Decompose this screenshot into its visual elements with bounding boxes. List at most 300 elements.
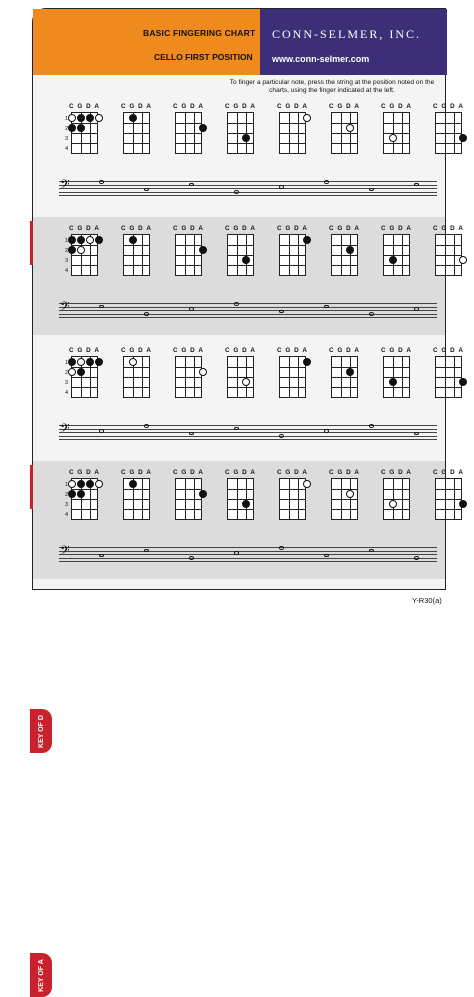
finger-position-dot bbox=[129, 114, 137, 122]
string-label: G bbox=[285, 347, 291, 354]
fret-line bbox=[384, 499, 409, 500]
string-label: C bbox=[69, 103, 74, 110]
fingering-diagram bbox=[167, 103, 207, 163]
string-label: C bbox=[173, 225, 178, 232]
fret-line bbox=[280, 143, 305, 144]
string-label: G bbox=[441, 347, 447, 354]
fret-line bbox=[436, 489, 461, 490]
string-label: C bbox=[173, 347, 178, 354]
finger-position-dot bbox=[303, 236, 311, 244]
string-label: D bbox=[242, 103, 247, 110]
key-section bbox=[33, 95, 463, 213]
fingering-diagram bbox=[323, 225, 363, 285]
fret-line bbox=[72, 265, 97, 266]
fret-line bbox=[228, 387, 253, 388]
string-labels bbox=[277, 225, 307, 232]
finger-number: 3 bbox=[64, 258, 68, 264]
fret-line bbox=[124, 133, 149, 134]
finger-position-dot bbox=[346, 124, 354, 132]
finger-position-dot bbox=[129, 358, 137, 366]
string-label: A bbox=[406, 225, 411, 232]
string-label: D bbox=[190, 347, 195, 354]
finger-position-dot bbox=[77, 368, 85, 376]
fingering-diagram bbox=[375, 347, 415, 407]
finger-position-dot bbox=[303, 480, 311, 488]
fingerboard-grid bbox=[279, 356, 306, 398]
string-label: A bbox=[354, 103, 359, 110]
staff-note bbox=[144, 424, 149, 428]
string-labels bbox=[69, 225, 99, 232]
staff-note bbox=[234, 302, 239, 306]
fret-line bbox=[228, 489, 253, 490]
string-label: D bbox=[450, 103, 455, 110]
staff-line bbox=[59, 192, 437, 193]
staff-line bbox=[59, 547, 437, 548]
fret-line bbox=[72, 509, 97, 510]
fingering-diagram bbox=[63, 469, 103, 529]
staff-note bbox=[324, 180, 329, 184]
string-label: A bbox=[198, 347, 203, 354]
string-label: A bbox=[302, 225, 307, 232]
string-label: D bbox=[242, 347, 247, 354]
string-labels bbox=[121, 103, 151, 110]
string-labels bbox=[329, 469, 359, 476]
fret-line bbox=[176, 367, 201, 368]
staff-line bbox=[59, 195, 437, 196]
string-label: D bbox=[138, 469, 143, 476]
fingerboard-grid bbox=[435, 478, 462, 520]
string-label: D bbox=[398, 225, 403, 232]
string-label: G bbox=[77, 347, 83, 354]
string-labels bbox=[225, 225, 255, 232]
fret-line bbox=[384, 265, 409, 266]
staff-note bbox=[99, 305, 104, 309]
string-label: A bbox=[94, 347, 99, 354]
finger-position-dot bbox=[303, 114, 311, 122]
finger-position-dot bbox=[77, 246, 85, 254]
finger-number: 4 bbox=[64, 146, 68, 152]
chart-subtitle: CELLO FIRST POSITION bbox=[154, 52, 253, 62]
fret-line bbox=[280, 245, 305, 246]
string-label: D bbox=[294, 469, 299, 476]
string-label: C bbox=[173, 103, 178, 110]
string-label: C bbox=[277, 225, 282, 232]
string-label: C bbox=[69, 469, 74, 476]
fret-line bbox=[332, 377, 357, 378]
string-label: C bbox=[277, 103, 282, 110]
fret-line bbox=[72, 499, 97, 500]
string-label: C bbox=[225, 225, 230, 232]
string-label: A bbox=[458, 103, 463, 110]
finger-position-dot bbox=[86, 236, 94, 244]
finger-position-dot bbox=[68, 246, 76, 254]
fret-line bbox=[436, 265, 461, 266]
fingering-diagram bbox=[427, 103, 467, 163]
fret-line bbox=[228, 133, 253, 134]
string-label: C bbox=[121, 347, 126, 354]
string-label: G bbox=[181, 225, 187, 232]
finger-position-dot bbox=[242, 500, 250, 508]
fret-line bbox=[384, 489, 409, 490]
fret-line bbox=[72, 387, 97, 388]
staff-line bbox=[59, 314, 437, 315]
fret-line bbox=[280, 387, 305, 388]
fret-line bbox=[72, 255, 97, 256]
string-label: G bbox=[181, 347, 187, 354]
string-label: D bbox=[398, 469, 403, 476]
finger-number: 3 bbox=[64, 502, 68, 508]
string-label: C bbox=[381, 225, 386, 232]
string-label: G bbox=[337, 225, 343, 232]
finger-number: 3 bbox=[64, 380, 68, 386]
fret-line bbox=[176, 123, 201, 124]
fingerboard-grid bbox=[331, 478, 358, 520]
fret-line bbox=[384, 245, 409, 246]
finger-position-dot bbox=[199, 368, 207, 376]
fingerboard-grid bbox=[435, 356, 462, 398]
fret-line bbox=[228, 509, 253, 510]
string-label: G bbox=[129, 225, 135, 232]
staff-line bbox=[59, 436, 437, 437]
string-labels bbox=[69, 469, 99, 476]
fret-line bbox=[332, 367, 357, 368]
fret-line bbox=[332, 509, 357, 510]
fret-line bbox=[436, 255, 461, 256]
fingerboard-grid bbox=[331, 112, 358, 154]
string-label: D bbox=[138, 103, 143, 110]
string-label: D bbox=[450, 469, 455, 476]
fret-line bbox=[436, 367, 461, 368]
finger-number: 4 bbox=[64, 268, 68, 274]
finger-number: 2 bbox=[64, 492, 68, 498]
key-tab-label: KEY OF A bbox=[37, 958, 45, 992]
finger-number: 2 bbox=[64, 370, 68, 376]
string-label: C bbox=[225, 103, 230, 110]
string-labels bbox=[173, 347, 203, 354]
staff-line bbox=[59, 188, 437, 189]
string-labels bbox=[225, 469, 255, 476]
fingering-diagram bbox=[427, 347, 467, 407]
fingering-diagram bbox=[219, 347, 259, 407]
string-label: C bbox=[121, 103, 126, 110]
string-label: D bbox=[450, 225, 455, 232]
staff-note bbox=[369, 188, 374, 192]
string-label: A bbox=[250, 103, 255, 110]
fingerboard-grid bbox=[383, 356, 410, 398]
string-label: A bbox=[250, 469, 255, 476]
string-label: A bbox=[302, 103, 307, 110]
fingerboard-grid bbox=[175, 478, 202, 520]
string-label: A bbox=[146, 469, 151, 476]
fingering-diagram bbox=[115, 225, 155, 285]
string-label: A bbox=[406, 347, 411, 354]
fingering-diagram bbox=[323, 347, 363, 407]
fret-line bbox=[280, 489, 305, 490]
string-label: A bbox=[146, 225, 151, 232]
string-label: D bbox=[346, 225, 351, 232]
fret-line bbox=[384, 133, 409, 134]
string-label: A bbox=[302, 347, 307, 354]
string-label: A bbox=[146, 103, 151, 110]
finger-position-dot bbox=[129, 236, 137, 244]
string-label: C bbox=[329, 103, 334, 110]
fret-line bbox=[384, 377, 409, 378]
fret-line bbox=[176, 133, 201, 134]
string-label: G bbox=[441, 103, 447, 110]
string-label: D bbox=[294, 103, 299, 110]
finger-position-dot bbox=[459, 134, 467, 142]
fret-line bbox=[436, 245, 461, 246]
staff-note bbox=[99, 429, 104, 433]
string-labels bbox=[121, 469, 151, 476]
header bbox=[33, 9, 445, 75]
fingerboard-grid bbox=[383, 478, 410, 520]
string-label: D bbox=[190, 103, 195, 110]
fret-line bbox=[72, 143, 97, 144]
fingerboard-grid bbox=[227, 234, 254, 276]
fret-line bbox=[72, 367, 97, 368]
fingerboard-grid bbox=[279, 234, 306, 276]
string-labels bbox=[173, 103, 203, 110]
fret-line bbox=[436, 133, 461, 134]
finger-number: 2 bbox=[64, 248, 68, 254]
staff-note bbox=[234, 427, 239, 431]
finger-position-dot bbox=[68, 368, 76, 376]
staff-note bbox=[144, 549, 149, 553]
string-label: D bbox=[86, 469, 91, 476]
string-label: G bbox=[389, 347, 395, 354]
finger-position-dot bbox=[459, 500, 467, 508]
fingering-diagram bbox=[323, 469, 363, 529]
string-label: A bbox=[354, 225, 359, 232]
string-labels bbox=[121, 225, 151, 232]
fret-line bbox=[280, 377, 305, 378]
fret-line bbox=[124, 489, 149, 490]
string-label: A bbox=[250, 225, 255, 232]
fingerboard-grid bbox=[435, 112, 462, 154]
fret-line bbox=[228, 143, 253, 144]
string-label: G bbox=[441, 469, 447, 476]
string-label: D bbox=[346, 103, 351, 110]
finger-position-dot bbox=[389, 500, 397, 508]
fret-line bbox=[436, 387, 461, 388]
finger-position-dot bbox=[77, 358, 85, 366]
finger-number: 1 bbox=[64, 238, 68, 244]
fret-line bbox=[332, 123, 357, 124]
staff-line bbox=[59, 432, 437, 433]
string-label: C bbox=[381, 469, 386, 476]
string-labels bbox=[381, 469, 411, 476]
string-labels bbox=[329, 347, 359, 354]
fingering-diagram bbox=[219, 103, 259, 163]
string-label: G bbox=[389, 225, 395, 232]
fret-line bbox=[176, 387, 201, 388]
fingerboard-grid bbox=[123, 234, 150, 276]
finger-position-dot bbox=[459, 256, 467, 264]
fingering-diagram bbox=[115, 347, 155, 407]
staff-line bbox=[59, 310, 437, 311]
fret-line bbox=[436, 509, 461, 510]
staff-note bbox=[324, 554, 329, 558]
string-label: A bbox=[198, 225, 203, 232]
string-label: A bbox=[94, 469, 99, 476]
string-label: A bbox=[354, 347, 359, 354]
fingering-diagram bbox=[271, 103, 311, 163]
string-label: D bbox=[86, 225, 91, 232]
staff-line bbox=[59, 558, 437, 559]
music-staff bbox=[59, 421, 437, 439]
company-url[interactable]: www.conn-selmer.com bbox=[272, 54, 370, 64]
finger-position-dot bbox=[346, 368, 354, 376]
music-staff bbox=[59, 299, 437, 317]
string-labels bbox=[225, 103, 255, 110]
string-label: A bbox=[458, 347, 463, 354]
string-label: G bbox=[129, 347, 135, 354]
finger-position-dot bbox=[68, 490, 76, 498]
string-label: A bbox=[146, 347, 151, 354]
fret-line bbox=[384, 255, 409, 256]
string-labels bbox=[433, 469, 463, 476]
fret-line bbox=[228, 377, 253, 378]
string-label: A bbox=[250, 347, 255, 354]
finger-position-dot bbox=[77, 490, 85, 498]
string-label: A bbox=[458, 469, 463, 476]
string-label: A bbox=[198, 103, 203, 110]
staff-note bbox=[189, 307, 194, 311]
string-label: G bbox=[285, 469, 291, 476]
string-label: D bbox=[242, 225, 247, 232]
fret-line bbox=[436, 143, 461, 144]
staff-note bbox=[99, 180, 104, 184]
string-label: C bbox=[277, 469, 282, 476]
fret-line bbox=[124, 265, 149, 266]
finger-number: 1 bbox=[64, 116, 68, 122]
finger-position-dot bbox=[86, 480, 94, 488]
staff-note bbox=[279, 546, 284, 550]
fingerboard-grid bbox=[175, 234, 202, 276]
fret-line bbox=[280, 509, 305, 510]
finger-position-dot bbox=[68, 236, 76, 244]
bass-clef-icon: 𝄢 bbox=[60, 299, 70, 317]
string-label: D bbox=[346, 469, 351, 476]
string-label: D bbox=[138, 347, 143, 354]
string-label: C bbox=[381, 103, 386, 110]
staff-line bbox=[59, 317, 437, 318]
string-labels bbox=[329, 225, 359, 232]
string-label: C bbox=[433, 469, 438, 476]
fingerboard-grid bbox=[175, 356, 202, 398]
string-label: A bbox=[198, 469, 203, 476]
string-labels bbox=[173, 469, 203, 476]
string-label: G bbox=[285, 103, 291, 110]
company-name: CONN-SELMER, INC. bbox=[272, 27, 422, 41]
fingerboard-grid bbox=[435, 234, 462, 276]
fret-line bbox=[72, 123, 97, 124]
finger-position-dot bbox=[68, 124, 76, 132]
fret-line bbox=[332, 255, 357, 256]
finger-position-dot bbox=[242, 134, 250, 142]
string-label: D bbox=[86, 103, 91, 110]
fret-line bbox=[228, 245, 253, 246]
finger-position-dot bbox=[95, 236, 103, 244]
fingering-diagram bbox=[271, 469, 311, 529]
fret-line bbox=[436, 499, 461, 500]
fingerboard-grid bbox=[227, 478, 254, 520]
string-label: D bbox=[86, 347, 91, 354]
finger-number: 4 bbox=[64, 512, 68, 518]
music-staff bbox=[59, 177, 437, 195]
string-label: D bbox=[450, 347, 455, 354]
finger-position-dot bbox=[77, 114, 85, 122]
fret-line bbox=[280, 265, 305, 266]
string-label: C bbox=[329, 469, 334, 476]
fingering-diagram bbox=[167, 469, 207, 529]
fingering-diagram bbox=[63, 347, 103, 407]
finger-number: 4 bbox=[64, 390, 68, 396]
fingerboard-grid bbox=[71, 112, 98, 154]
finger-position-dot bbox=[68, 358, 76, 366]
key-section bbox=[33, 217, 463, 335]
string-labels bbox=[277, 347, 307, 354]
finger-position-dot bbox=[95, 480, 103, 488]
string-labels bbox=[173, 225, 203, 232]
fingering-diagram bbox=[375, 103, 415, 163]
finger-number: 1 bbox=[64, 360, 68, 366]
fret-line bbox=[228, 123, 253, 124]
finger-number: 3 bbox=[64, 136, 68, 142]
fingerboard-grid bbox=[383, 112, 410, 154]
fret-line bbox=[332, 489, 357, 490]
music-staff bbox=[59, 543, 437, 561]
finger-position-dot bbox=[242, 256, 250, 264]
string-labels bbox=[277, 103, 307, 110]
fret-line bbox=[124, 377, 149, 378]
fingering-diagram bbox=[375, 469, 415, 529]
finger-position-dot bbox=[346, 490, 354, 498]
string-label: A bbox=[458, 225, 463, 232]
finger-position-dot bbox=[303, 358, 311, 366]
string-label: G bbox=[337, 469, 343, 476]
string-label: G bbox=[337, 103, 343, 110]
chart-code: Y-R30(a) bbox=[412, 596, 442, 605]
string-label: A bbox=[302, 469, 307, 476]
string-labels bbox=[433, 103, 463, 110]
staff-line bbox=[59, 425, 437, 426]
string-label: D bbox=[398, 347, 403, 354]
header-orange-panel bbox=[33, 9, 260, 75]
fret-line bbox=[176, 499, 201, 500]
fret-line bbox=[384, 509, 409, 510]
finger-number: 2 bbox=[64, 126, 68, 132]
fingering-diagram bbox=[271, 347, 311, 407]
finger-position-dot bbox=[77, 236, 85, 244]
fingering-diagram bbox=[115, 469, 155, 529]
string-labels bbox=[225, 347, 255, 354]
finger-position-dot bbox=[389, 378, 397, 386]
string-label: G bbox=[389, 469, 395, 476]
fingering-diagram bbox=[427, 225, 467, 285]
fingerboard-grid bbox=[279, 112, 306, 154]
fret-line bbox=[124, 387, 149, 388]
staff-note bbox=[279, 185, 284, 189]
bass-clef-icon: 𝄢 bbox=[60, 421, 70, 439]
fingerboard-grid bbox=[123, 112, 150, 154]
fret-line bbox=[176, 489, 201, 490]
fret-line bbox=[332, 265, 357, 266]
string-label: G bbox=[233, 103, 239, 110]
fingerboard-grid bbox=[279, 478, 306, 520]
fingerboard-grid bbox=[123, 356, 150, 398]
